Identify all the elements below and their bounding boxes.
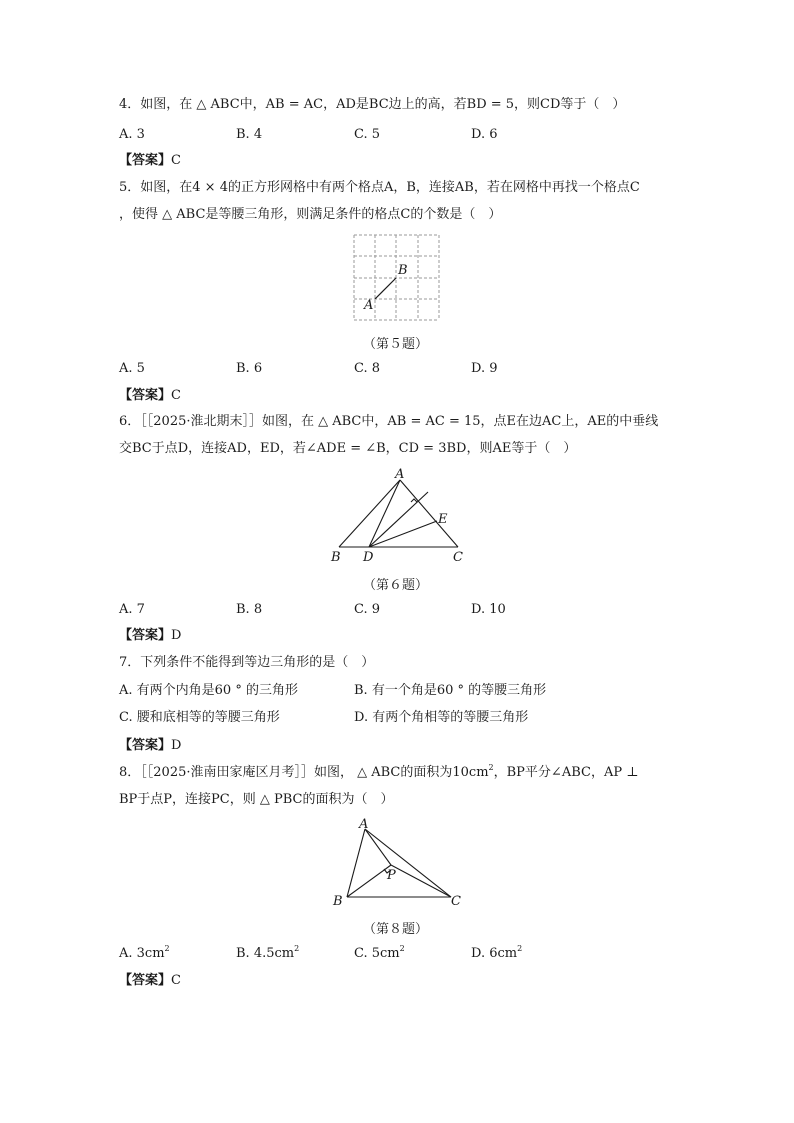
answer-label: 【答案】	[119, 388, 172, 403]
q8-option-b	[236, 946, 299, 962]
q6-label-b: B	[331, 550, 341, 565]
q8-label-p: P	[387, 868, 396, 883]
q8-label-b: B	[333, 894, 343, 909]
q7-option-a: A. 有两个内角是60 ° 的三角形	[119, 683, 298, 698]
q8-option-d-sup: 2	[517, 944, 523, 953]
q4-option-a: A. 3	[119, 127, 145, 142]
q6-option-b: B. 8	[236, 602, 263, 617]
q5-label-b: B	[398, 263, 408, 278]
q7-answer	[119, 738, 181, 754]
q5-option-a: A. 5	[119, 361, 145, 376]
q8-stem-line1	[119, 765, 638, 781]
q8-option-c-text: C. 5cm	[354, 946, 400, 961]
q6-label-a: A	[395, 467, 405, 482]
q8-option-d	[471, 946, 522, 962]
q5-answer	[119, 388, 181, 404]
q4-stem: 4．如图，在 △ ABC中，AB = AC，AD是BC边上的高，若BD = 5，则CD等于（ ）	[119, 97, 626, 112]
answer-value: D	[171, 628, 182, 643]
q6-option-d: D. 10	[471, 602, 506, 617]
q5-caption: （第５题）	[363, 337, 429, 352]
q8-stem-line2: BP于点P，连接PC，则 △ PBC的面积为（ ）	[119, 792, 394, 807]
q6-stem-line2: 交BC于点D，连接AD，ED，若∠ADE = ∠B，CD = 3BD，则AE等于（ ）	[119, 441, 577, 456]
answer-label: 【答案】	[119, 973, 172, 988]
q8-option-a-text: A. 3cm	[119, 946, 165, 961]
q8-label-c: C	[451, 894, 461, 909]
q7-stem: 7．下列条件不能得到等边三角形的是（ ）	[119, 655, 375, 670]
q8-option-b-sup: 2	[294, 944, 300, 953]
q8-label-a: A	[359, 817, 369, 832]
q8-triangle-figure	[325, 815, 470, 910]
q5-option-d: D. 9	[471, 361, 498, 376]
q8-option-a	[119, 946, 170, 962]
q6-label-e: E	[438, 512, 448, 527]
q6-label-d: D	[363, 550, 374, 565]
answer-value: C	[171, 153, 181, 168]
q5-stem-line1: 5．如图，在4 × 4的正方形网格中有两个格点A，B，连接AB，若在网格中再找一个格点C	[119, 180, 640, 195]
answer-label: 【答案】	[119, 628, 172, 643]
q6-option-a: A. 7	[119, 602, 145, 617]
q5-stem-line2: ，使得 △ ABC是等腰三角形，则满足条件的格点C的个数是（ ）	[119, 207, 502, 222]
q4-option-d: D. 6	[471, 127, 498, 142]
q7-option-d: D. 有两个角相等的等腰三角形	[354, 710, 529, 725]
q4-option-b: B. 4	[236, 127, 263, 142]
q8-option-c	[354, 946, 405, 962]
q5-label-a: A	[364, 298, 374, 313]
answer-value: C	[171, 973, 181, 988]
q5-option-b: B. 6	[236, 361, 263, 376]
segment-ab	[375, 278, 396, 299]
q8-stem-line1-tail: ，BP平分∠ABC，AP ⊥	[493, 765, 639, 780]
q7-option-b: B. 有一个角是60 ° 的等腰三角形	[354, 683, 547, 698]
q8-stem-superscript: 2	[488, 763, 494, 772]
q6-option-c: C. 9	[354, 602, 381, 617]
q8-option-d-text: D. 6cm	[471, 946, 518, 961]
answer-label: 【答案】	[119, 738, 172, 753]
answer-value: C	[171, 388, 181, 403]
q8-stem-line1-text: 8．［［2025·淮南田家庵区月考］］如图， △ ABC的面积为10cm	[119, 765, 489, 780]
answer-label: 【答案】	[119, 153, 172, 168]
q6-label-c: C	[453, 550, 463, 565]
q8-option-c-sup: 2	[399, 944, 405, 953]
q8-option-b-text: B. 4.5cm	[236, 946, 295, 961]
q6-answer	[119, 628, 181, 644]
q5-grid-figure	[350, 230, 444, 324]
answer-value: D	[171, 738, 182, 753]
q8-option-a-sup: 2	[164, 944, 170, 953]
q6-stem-line1: 6．［［2025·淮北期末］］如图，在 △ ABC中，AB = AC = 15，点E在边AC上，AE的中垂线	[119, 414, 659, 429]
q8-caption: （第８题）	[363, 922, 429, 937]
q5-option-c: C. 8	[354, 361, 381, 376]
q4-answer	[119, 153, 181, 169]
q8-answer	[119, 973, 181, 989]
q4-option-c: C. 5	[354, 127, 381, 142]
q6-caption: （第６题）	[363, 578, 429, 593]
q6-triangle-figure	[325, 465, 475, 567]
q7-option-c: C. 腰和底相等的等腰三角形	[119, 710, 280, 725]
